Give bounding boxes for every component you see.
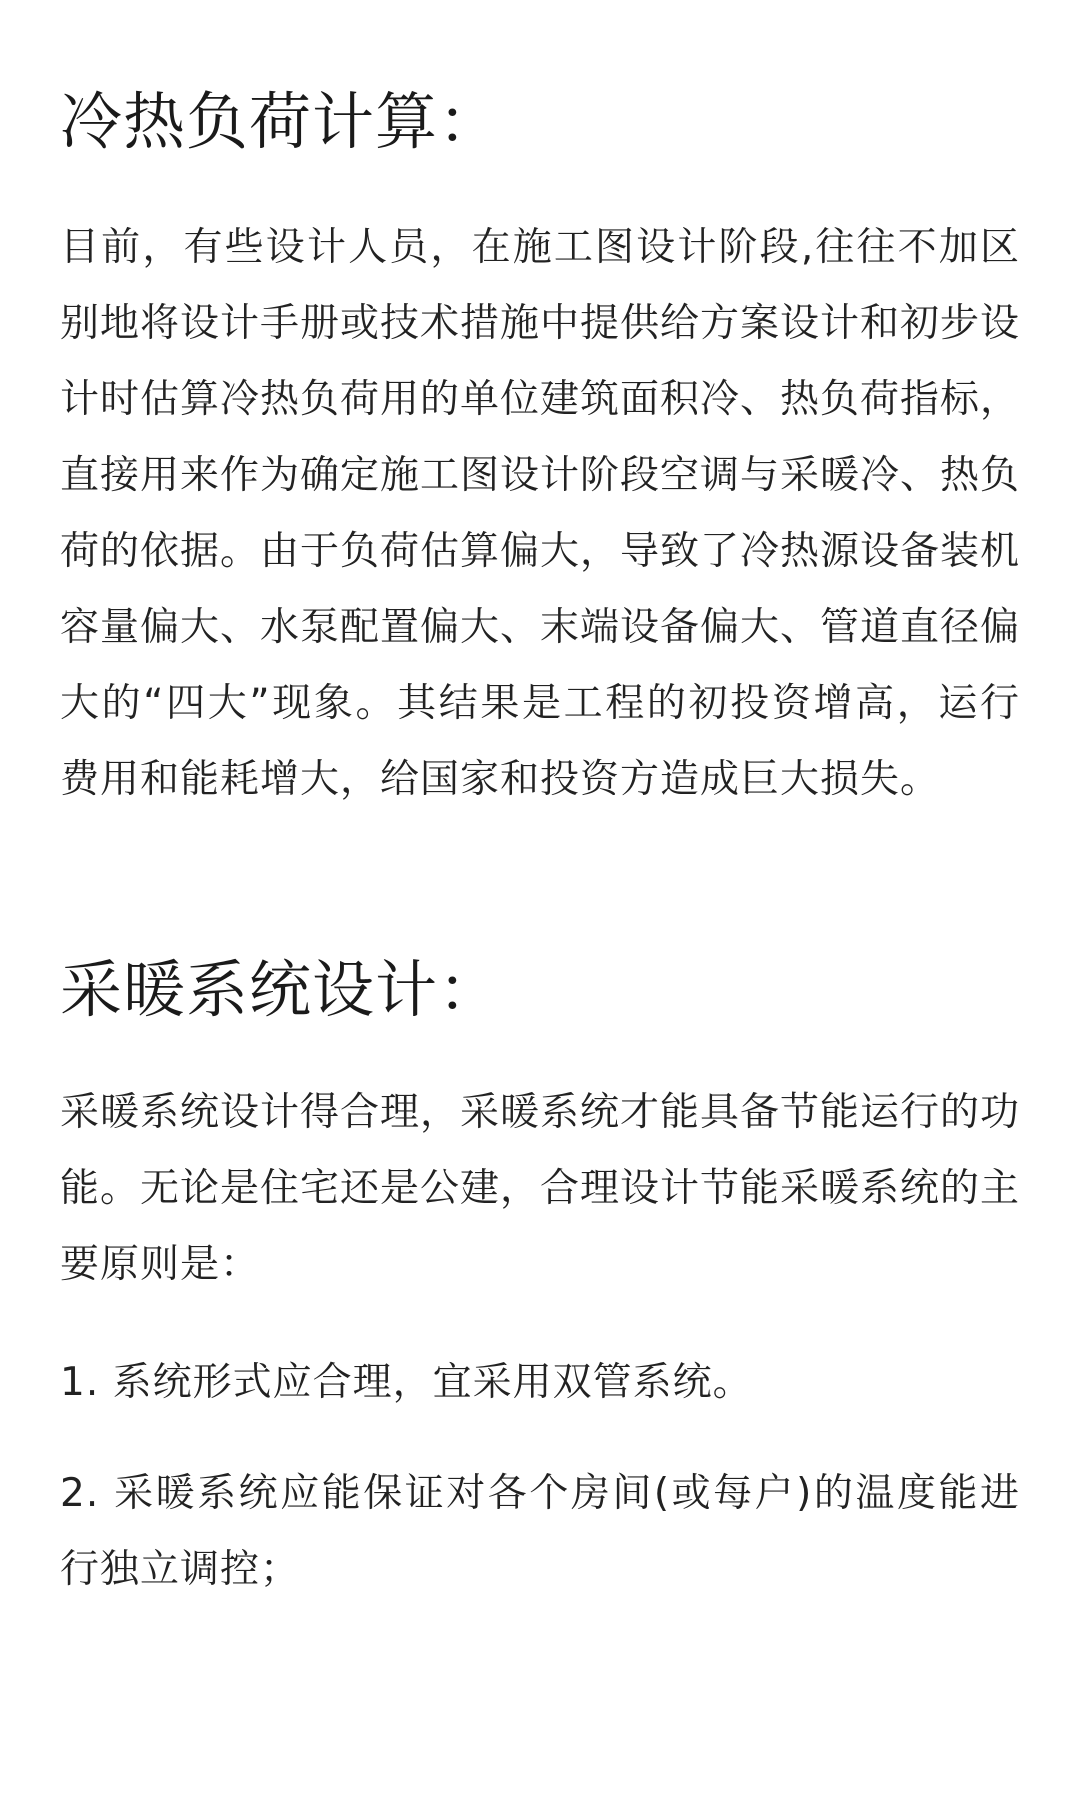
list-item: 1. 系统形式应合理，宜采用双管系统。 [60,1360,753,1405]
section-heading-cooling-heating-load: 冷热负荷计算： [60,85,502,158]
section-heading-heating-system: 采暖系统设计： [60,953,502,1026]
list-item: 2. 采暖系统应能保证对各个房间(或每户)的温度能进行独立调控； [60,1471,1020,1592]
section-paragraph-cooling-heating-load: 目前，有些设计人员，在施工图设计阶段,往往不加区别地将设计手册或技术措施中提供给方案设计和初步设计时估算冷热负荷用的单位建筑面积冷、热负荷指标，直接用来作为确定施工图设计阶段空调与采暖冷、热负荷的依据。由于负荷估算偏大，导致了冷热源设备装机容量偏大、水泵配置偏大、末端设备偏大、管道直径偏大的“四大”现象。其结果是工程的初投资增高，运行费用和能耗增大，给国家和投资方造成巨大损失。 [60,225,1021,802]
section-paragraph-heating-system: 采暖系统设计得合理，采暖系统才能具备节能运行的功能。无论是住宅还是公建，合理设计节能采暖系统的主要原则是： [60,1090,1021,1287]
